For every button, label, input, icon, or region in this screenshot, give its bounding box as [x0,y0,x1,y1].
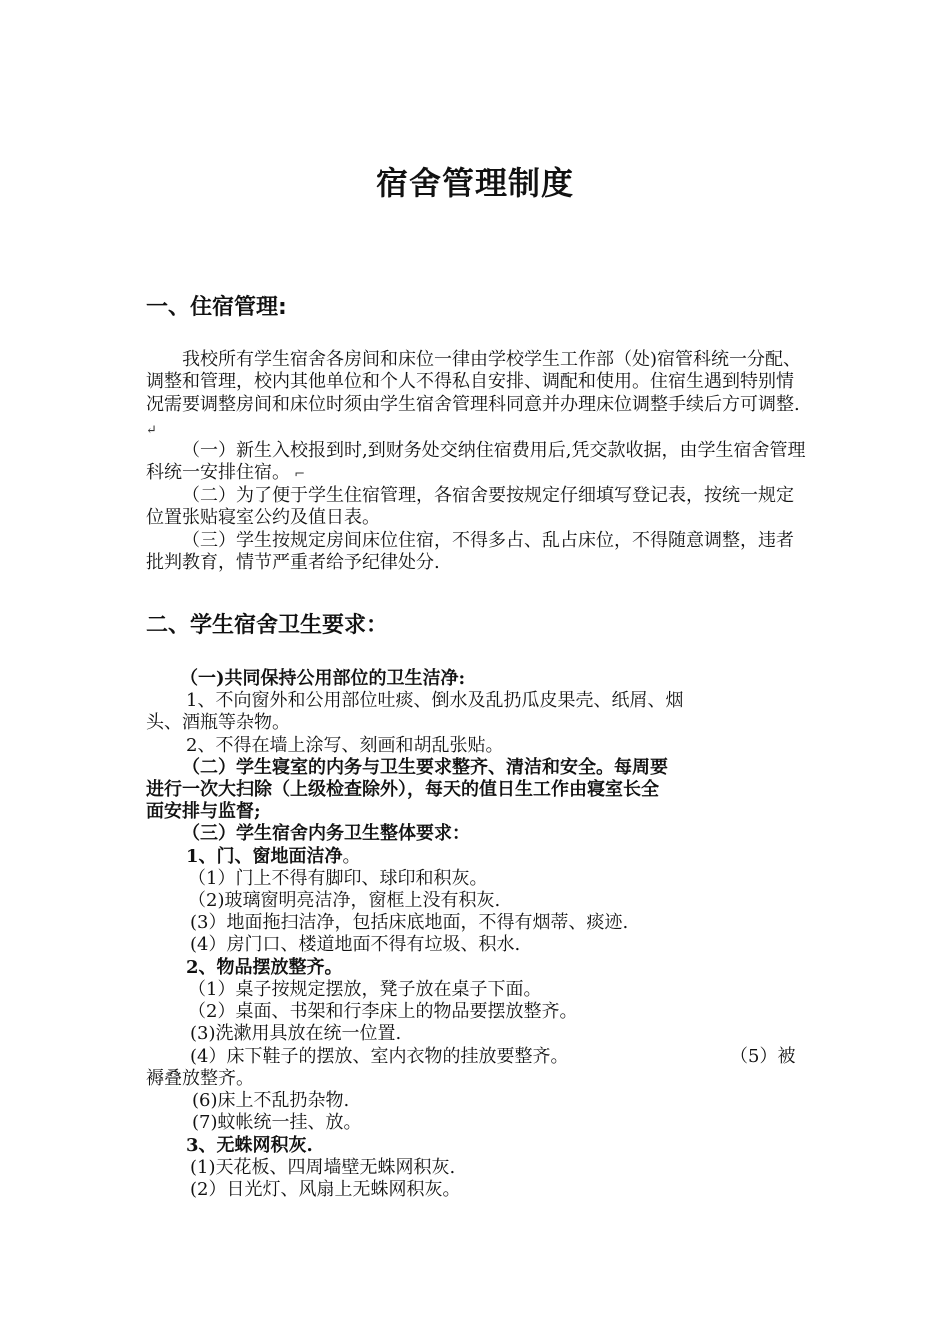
group3-heading: 3、无蛛网积灰. [186,1135,313,1156]
hygiene-sub1-line1: 1、不向窗外和公用部位吐痰、倒水及乱扔瓜皮果壳、纸屑、烟 [186,690,684,711]
hygiene-sub1-heading: （一)共同保持公用部位的卫生洁净: [180,668,466,689]
hygiene-sub2-line-c: 面安排与监督; [146,801,261,822]
document-title: 宿舍管理制度 [375,164,574,202]
section1-item1-text: （一）新生入校报到时,到财务处交纳住宿费用后,凭交款收据，由学生宿舍管理科统一安排住宿。 [146,440,806,484]
group1-heading-tail: 。 [342,846,361,867]
group2-item2: （2）桌面、书架和行李床上的物品要摆放整齐。 [188,1001,578,1022]
group2-item3: (3)洗漱用具放在统一位置. [190,1023,402,1044]
section1-intro-text: 我校所有学生宿舍各房间和床位一律由学校学生工作部（处)宿管科统一分配、调整和管理，校内其他单位和个人不得私自安排、调配和使用。住宿生遇到特别情况需要调整房间和床位时须由学生宿舍管理科同意并办理床位调整手续后方可调整. [146,349,802,415]
hygiene-sub3-heading: （三）学生宿舍内务卫生整体要求： [182,823,470,844]
paragraph-mark-icon: ⌐ [290,467,306,483]
paragraph-mark-icon: ↵ [146,422,157,438]
section-heading-accommodation: 一、住宿管理: [146,295,287,320]
section1-intro-paragraph [146,349,806,442]
group1-heading-text: 1、门、窗地面洁净 [186,846,343,867]
group2-item1: （1）桌子按规定摆放，凳子放在桌子下面。 [188,979,542,1000]
group3-item1: (1)天花板、四周墙壁无蛛网积灰. [190,1157,456,1178]
hygiene-sub1-line1-cont: 头、酒瓶等杂物。 [146,712,290,733]
section1-item3: （三）学生按规定房间床位住宿，不得多占、乱占床位，不得随意调整，违者批判教育，情节严重者给予纪律处分. [146,530,794,574]
hygiene-sub2-line-a: （二）学生寝室的内务与卫生要求整齐、清洁和安全。每周要 [182,757,668,778]
group3-item2: (2）日光灯、风扇上无蛛网积灰。 [190,1179,461,1200]
group2-item6: (6)床上不乱扔杂物. [192,1090,350,1111]
group2-item7: (7)蚊帐统一挂、放。 [192,1112,362,1133]
hygiene-sub1-line2: 2、不得在墙上涂写、刻画和胡乱张贴。 [186,735,504,756]
group1-item4: (4）房门口、楼道地面不得有垃圾、积水. [190,934,521,955]
group1-item2: （2)玻璃窗明亮洁净，窗框上没有积灰. [188,890,501,911]
group2-heading: 2、物品摆放整齐。 [186,957,343,978]
group1-item1: （1）门上不得有脚印、球印和积灰。 [188,868,488,889]
hygiene-sub2-line-b: 进行一次大扫除（上级检查除外），每天的值日生工作由寝室长全 [146,779,659,800]
group1-item3: (3）地面拖扫洁净，包括床底地面，不得有烟蒂、痰迹. [190,912,629,933]
group1-heading [186,846,361,868]
group2-item5-start: （5）被 [730,1046,796,1067]
section1-item2: （二）为了便于学生住宿管理，各宿舍要按规定仔细填写登记表，按统一规定位置张贴寝室公约及值日表。 [146,485,794,529]
group2-item5-cont: 褥叠放整齐。 [146,1068,254,1089]
section1-item1 [146,440,806,487]
section-heading-hygiene: 二、学生宿舍卫生要求： [146,613,389,638]
group2-item4: (4）床下鞋子的摆放、室内衣物的挂放要整齐。 [190,1046,569,1067]
